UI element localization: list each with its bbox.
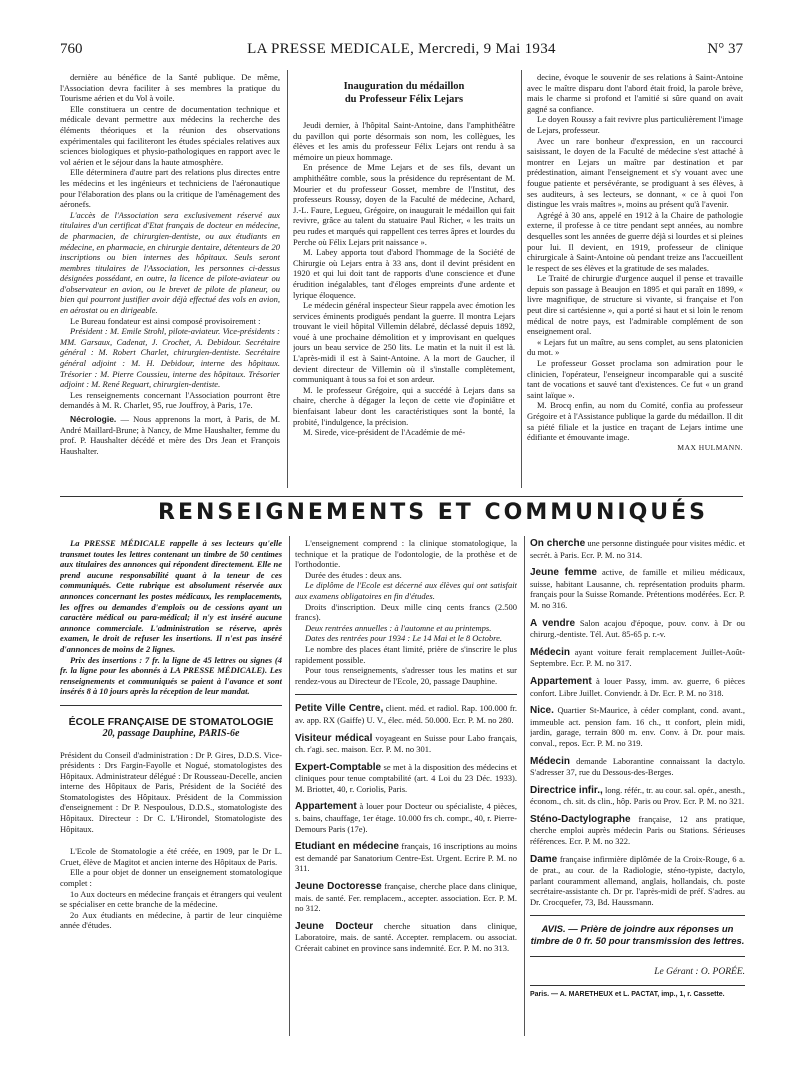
journal-title: LA PRESSE MEDICALE, Mercredi, 9 Mai 1934: [247, 41, 556, 57]
divider: [295, 694, 517, 695]
paragraph: L'Ecole de Stomatologie a été créée, en 1909, par le Dr L. Cruet, élève de Magitot et ancien interne des Hôpitaux de Paris.: [60, 846, 282, 867]
divider: [530, 915, 745, 916]
column-rule: [287, 70, 288, 488]
ad-heading: A vendre: [530, 617, 576, 629]
ad-text: demande Laborantine connaissant la dactylo. S'adresser 37, rue du Dessous-des-Berges.: [530, 755, 745, 778]
paragraph: Les renseignements concernant l'Association pourront être demandés à M. R. Charlet, 95, rue Jouffroy, à Paris, 17e.: [60, 389, 280, 411]
classified-ad: [530, 854, 745, 908]
paragraph: 2o Aux étudiants en médecine, à partir de leur cinquième année d'études.: [60, 909, 282, 931]
classified-ad: [530, 785, 745, 807]
section-rule: [60, 496, 743, 497]
column-rule: [524, 536, 525, 1036]
paragraph: M. Brocq enfin, au nom du Comité, confia au professeur Grégoire et à l'Assistance publique la garde du médaillon. Il dit sa piété filiale et la justice en traçant de Lejars intime une édifiante et émouvante image.: [527, 400, 743, 443]
paragraph: Durée des études : deux ans.: [305, 569, 402, 580]
bottom-column-2: [295, 538, 517, 1043]
paragraph: Le nombre des places étant limité, prière de s'inscrire le plus rapidement possible.: [295, 643, 517, 665]
classified-ad: [295, 921, 517, 954]
classified-ad: [530, 676, 745, 698]
section-title: RENSEIGNEMENTS ET COMMUNIQUÉS: [158, 500, 709, 525]
necrology: [60, 414, 280, 456]
ad-heading: Dame: [530, 853, 558, 865]
ad-text: français, 16 inscriptions au moins est demandé par Sanatorium Centre-Est. Urgent. Ecrire P. M. no 311.: [295, 841, 517, 874]
paragraph: Droits d'inscription. Deux mille cinq cents francs (2.500 francs).: [295, 601, 517, 623]
classified-ad: [530, 705, 745, 748]
column-rule: [521, 70, 522, 488]
page-header: [60, 41, 743, 61]
article-title-line-2: du Professeur Félix Lejars: [344, 94, 464, 105]
classified-ad: [295, 703, 517, 725]
divider: [60, 705, 282, 706]
paragraph: M. Labey apporta tout d'abord l'hommage de la Société de Chirurgie où Lejars entra à 33 ans, dont il devint président en 1920 et qui lui doit tant de rapports d'une conscience et d'une érudition inégalables, tant d'éloges empreints d'une ardente et lyrique éloquence.: [293, 247, 515, 300]
ad-text: à louer Passy, imm. av. guerre, 6 pièces confort. Libre Juillet. Conviendr. à Dr. Ecr. P. M. no 318.: [530, 675, 745, 698]
classified-ad: [295, 762, 517, 795]
ad-text: une personne distinguée pour visites médic. et secrét. à Paris. Ecr. P. M. no 314.: [530, 538, 745, 560]
notice-prices: Prix des insertions : 7 fr. la ligne de 45 lettres ou signes (4 fr. la ligne pour les abonnés à LA PRESSE MÉDICALE). Les renseignements et communiqués se paient à l'avance et sont insérés 8 à 10 jours après la réception de leur mandat.: [60, 654, 282, 697]
classified-ad: [295, 881, 517, 914]
necrology-label: Nécrologie.: [70, 414, 117, 424]
paragraph: Agrégé à 30 ans, appelé en 1912 à la Chaire de pathologie externe, il professe à ce titre pendant sept années, au nombre desquelles sont les années de guerre déjà si lourdes et si pleines pour lui. Il devient, en 1919, professeur de clinique chirurgicale à Saint-Antoine où pendant treize ans l'accueillent le respect de ses élèves et la gratitude de ses malades.: [527, 209, 743, 273]
top-column-1: [60, 72, 280, 497]
classified-ad: [530, 814, 745, 847]
ad-text: voyageant en Suisse pour Labo français, ch. r'agi. sec. maison. Ecr. P. M. no 301.: [295, 732, 517, 755]
printer-imprint: Paris. — A. MARETHEUX et L. PACTAT, imp., 1, r. Cassette.: [530, 991, 725, 999]
author-signature: MAX HULMANN.: [677, 442, 743, 452]
ad-heading: Jeune Doctoresse: [295, 881, 382, 893]
paragraph: Le médecin général inspecteur Sieur rappela avec émotion les services éminents prodigués pendant la guerre. Il montra Lejars trouvant le vieil hôpital Villemin délabré, déclassé depuis 1892, voué à une prochaine démolition et y improvisant en quelques jours un beau service de 250 lits. Le matin et la nuit il est là. L'après-midi il est à Saint-Antoine. A la mort de Gaucher, il devient directeur de Villemin où il s'installe complètement, communiquant à tous sa foi et son ardeur.: [293, 300, 515, 385]
top-column-2: [293, 72, 515, 497]
ad-text: active, de famille et milieu médicaux, suisse, habitant Lausanne, ch. représentation produits pharm. français pour la Suisse Romande. Prétentions modérées. Ecr. P. M. no 316.: [530, 567, 745, 610]
paragraph: L'accès de l'Association sera exclusivement réservé aux titulaires d'un certificat d'Etat français de docteur en médecine, de pharmacien, de chirurgien-dentiste, ou aux étudiants en médecine, en pharmacie, en chirurgie dentaire, détenteurs de 20 inscriptions ou bien internes des hôpitaux. Seuls seront membres titulaires de l'Association, les personnes ci-dessus désignées possédant, en outre, la licence de pilote-aviateur ou d'observateur en avion, ou le brevet de pilote de planeur, ou bien qui pourront justifier avoir déjà effectué des vols en avion, en aérostat ou en dirigeable.: [60, 209, 280, 316]
paragraph: Elle déterminera d'autre part des relations plus directes entre les médecins et les ingénieurs et techniciens de l'aéronautique pour l'élaboration des plans ou la critique de l'aménagement des aéronefs.: [60, 167, 280, 210]
paragraph: « Lejars fut un maître, au sens complet, au sens platonicien du mot. »: [527, 336, 743, 358]
ad-heading: Médecin: [530, 646, 571, 658]
ad-text: client. méd. et radiol. Rap. 100.000 fr. av. app. RX (Gaiffe) U. V., élec. méd. 50.000. Ecr. P. M. no 280.: [295, 703, 517, 725]
paragraph: Président : M. Emile Strohl, pilote-aviateur. Vice-présidents : MM. Garsaux, Cadenat, J. Crochet, A. Debidour. Secrétaire général : M. Robert Charlet, chirurgien-dentiste. Secrétaire général adjoint : M. H. Debidour, interne des hôpitaux. Trésorier : M. Pierre Coussieu, interne des hôpitaux. Trésorier adjoint : M. René Reguart, chirurgien-dentiste.: [60, 326, 280, 390]
issue-number: N° 37: [707, 41, 743, 57]
ad-heading: Jeune Docteur: [295, 920, 374, 932]
ad-heading: Nice.: [530, 705, 554, 717]
paragraph: Le diplôme de l'Ecole est décerné aux élèves qui ont satisfait aux examens obligatoires en fin d'études.: [295, 580, 517, 601]
school-address: 20, passage Dauphine, PARIS-6e: [102, 727, 240, 739]
notice-text: La PRESSE MÉDICALE rappelle à ses lecteurs qu'elle transmet toutes les lettres contenant un timbre de 50 centimes aux titulaires des annonces qui répondent directement. Elle ne prend aucune responsabilité quant à la teneur de ces communiqués. Cette rubrique est absolument réservée aux annonces concernant les postes médicaux, les remplacements, les offres ou demandes d'emplois ou de cessions ayant un caractère médical ou para-médical; il n'y est inséré aucune annonce commerciale. L'administration se réserve, après examen, le droit de refuser les insertions. Il n'est pas inséré d'annonces de moins de 2 lignes.: [60, 538, 282, 654]
ad-heading: Sténo-Dactylographe: [530, 813, 631, 825]
paragraph: Le Traité de chirurgie d'urgence auquel il pense et travaille depuis son passage à Beaujon en 1895 et qui paraît en 1899, « livre magnifique, de structure si vivante, si française et l'on peut dire si cartésienne », qui a porté si haut et si loin le renom médical de notre pays, est l'admirable complément de son enseignement oral.: [527, 273, 743, 337]
paragraph: L'enseignement comprend : la clinique stomatologique, la technique et la pratique de l'odontologie, de la prothèse et de l'orthodontie.: [295, 538, 517, 570]
paragraph: Pour tous renseignements, s'adresser tous les matins et sur rendez-vous au Directeur de l'Ecole, 20, passage Dauphine.: [295, 665, 517, 686]
ad-heading: Visiteur médical: [295, 732, 373, 744]
column-rule: [289, 536, 290, 1036]
classified-ad: [530, 567, 745, 610]
divider: [530, 956, 745, 957]
bottom-column-1: [60, 538, 282, 1043]
ad-heading: Expert-Comptable: [295, 761, 382, 773]
article-title: [293, 80, 515, 106]
ad-text: se met à la disposition des médecins et cliniques pour tenue comptabilité (art. 4 Loi du 23 Déc. 1933). M. Briottet, 40, r. Coriolis, Paris.: [295, 761, 517, 794]
gerant-signature: Le Gérant : O. PORÉE.: [654, 966, 745, 977]
ad-heading: Petite Ville Centre,: [295, 703, 384, 715]
paragraph: En présence de Mme Lejars et de ses fils, devant un amphithéâtre comble, sous la présidence du représentant de M. Mourier et du professeur Gosset, membre de l'Institut, des professeurs Roussy, doyen de la Faculté de médecine, Achard, J.-L. Faure, Legueu, Grégoire, on inaugurait le médaillon qui fait revivre, grâce au talent du statuaire Paul Richer, « les traits un peu rudes et marqués qui rappellent ces terres âpres et lourdes du Perche où Félix Lejars prit naissance ».: [293, 162, 515, 247]
ad-text: française, 12 ans pratique, cherche emploi auprès médecin Paris ou Stations. Sérieuses références. Ecr. P. M. no 322.: [530, 813, 745, 847]
ad-heading: Jeune femme: [530, 567, 597, 579]
divider: [530, 985, 745, 986]
paragraph: Deux rentrées annuelles : à l'automne et au printemps.: [305, 622, 492, 633]
classified-ad: [295, 801, 517, 834]
top-column-3: [527, 72, 743, 497]
paragraph: Elle a pour objet de donner un enseignement stomatologique complet :: [60, 867, 282, 889]
paragraph: Dates des rentrées pour 1934 : Le 14 Mai et le 8 Octobre.: [305, 633, 502, 644]
paragraph: 1o Aux docteurs en médecine français et étrangers qui veulent se spécialiser en cette branche de la médecine.: [60, 888, 282, 910]
paragraph: Le professeur Gosset proclama son admiration pour le clinicien, l'opérateur, l'enseigneur incomparable qui a suscité tant de vocations et sauvé tant d'existences. Ce fut « un grand saint laïque ».: [527, 358, 743, 400]
necrology-text: — Nous apprenons la mort, à Paris, de M. André Maillard-Brune; à Nancy, de Mme Haushalter, femme du prof. P. Haushalter décédé et mère des Drs Jean et François Haushalter.: [60, 414, 280, 456]
ad-text: française, cherche place dans clinique, mais. de santé. Fer. remplacem., accepter. association. Ecr. P. M. no 312.: [295, 881, 517, 914]
paragraph: Jeudi dernier, à l'hôpital Saint-Antoine, dans l'amphithéâtre du pavillon qui porte désormais son nom, les collègues, les élèves et les amis du professeur Félix Lejars ont rendu à sa mémoire un pieux hommage.: [293, 120, 515, 162]
ad-heading: Médecin: [530, 755, 571, 767]
ad-text: Quartier St-Maurice, à céder complant, cond. avant., immeuble act. pension fam. 16 ch., tt confort, plein midi, jardin, garage, terrain 800 m. env. Conv. à Dr. pour mais. conval., repos. Ecr. P. M. no 319.: [530, 705, 745, 748]
ad-text: cherche situation dans clinique, Laboratoire, mais. de santé. Accepter. remplacem. ou associat. Créerait cabinet en province sans indemnité. Ecr. P. M. no 313.: [295, 920, 517, 953]
ad-text: ayant voiture ferait remplacement Juillet-Août-Septembre. Ecr. P. M. no 317.: [530, 646, 745, 669]
classified-ad: [530, 618, 745, 640]
page-number: 760: [60, 41, 83, 57]
ad-heading: Directrice infir.,: [530, 784, 603, 796]
paragraph: Avec un rare bonheur d'expression, en un raccourci saisissant, le doyen de la Faculté de médecine s'est attaché à montrer en Lejars un maître par destination et par prédestination, aimant l'enseignement et s'y vouant avec une fougue patiente et persévérante, se prodiguant à ses élèves, à ses auditeurs, à ses lecteurs, se donnant, « ce à quoi l'on distingue les vrais maîtres », moins au présent qu'à l'avenir.: [527, 135, 743, 210]
classified-ad: [530, 538, 745, 560]
school-staff: Président du Conseil d'administration : Dr P. Gires, D.D.S. Vice-présidents : Drs Fargin-Fayolle et Nogué, stomatologistes des Hôpitaux. Administrateur délégué : Dr Rousseau-Decelle, ancien interne des Hôpitaux de Paris, Président de la Société des Stomatologistes des Hôpitaux. Président de la Commission d'enseignement : Dr P. Nespoulous, D.D.S., stomatologiste des Hôpitaux. Directeur : Dr C. L'Hirondel, Stomatologiste des Hôpitaux.: [60, 749, 282, 834]
ad-heading: On cherche: [530, 538, 586, 549]
ad-heading: Etudiant en médecine: [295, 841, 399, 853]
paragraph: Le Bureau fondateur est ainsi composé provisoirement :: [70, 315, 261, 326]
bottom-column-3: [530, 538, 745, 1043]
classified-ad: [530, 647, 745, 669]
paragraph: decine, évoque le souvenir de ses relations à Saint-Antoine avec le maître disparu dont l'abord était froid, la parole brève, mais le charme si profond et l'amitié si sûre quand on avait gagné sa confiance.: [527, 72, 743, 114]
avis-notice: AVIS. — Prière de joindre aux réponses un timbre de 0 fr. 50 pour transmission des lettres.: [530, 923, 745, 947]
paragraph: Elle constituera un centre de documentation technique et médicale devant permettre aux médecins la recherche des éléments théoriques et la réunion des observations expérimentales qui faciliteront les études spéciales relatives aux sciences biologiques et physio-pathologiques en rapport avec le vol aérien et le séjour dans la haute atmosphère.: [60, 103, 280, 167]
paragraph: Le doyen Roussy a fait revivre plus particulièrement l'image de Lejars, professeur.: [527, 114, 743, 135]
ad-text: française infirmière diplômée de la Croix-Rouge, 6 a. de prat., au cour. de la Radiologie, sténo-typiste, dactylo, parlant couramment allemand, anglais, hollandais, ch. poste secrétaire-assistante ch. Dr pr. l'après-midi de préf. S'adres. au Dr. Crocquefer, 73, Bd. Haussmann.: [530, 853, 745, 908]
paragraph: M. Sirede, vice-président de l'Académie de mé-: [303, 427, 466, 438]
classified-ad: [295, 733, 517, 755]
classified-ad: [295, 841, 517, 874]
school-title: ÉCOLE FRANÇAISE DE STOMATOLOGIE: [68, 715, 274, 728]
classified-ad: [530, 756, 745, 778]
article-title-line-1: Inauguration du médaillon: [343, 81, 465, 92]
ad-heading: Appartement: [530, 675, 592, 687]
ad-text: long. référ., tr. au cour. sal. opér., anesth., économ., ch. sit. ds clin., hôp. Paris ou Prov. Ecr. P. M. no 321.: [530, 784, 745, 807]
paragraph: dernière au bénéfice de la Santé publique. De même, l'Association devra faciliter à ses membres la pratique du Tourisme aérien et du Vol à voile.: [60, 72, 280, 104]
ad-heading: Appartement: [295, 801, 357, 813]
paragraph: M. le professeur Grégoire, qui a succédé à Lejars dans sa chaire, cherche à dégager la leçon de cette vie d'opiniâtre et bienfaisant labeur dont les caractéristiques sont la bonté, la probité, l'indulgence, la précision.: [293, 384, 515, 427]
ad-text: Salon acajou d'époque, pouv. conv. à Dr ou chirurg.-dentiste. Tél. Aut. 85-65 p. r.-v.: [530, 617, 745, 640]
ad-text: à louer pour Docteur ou spécialiste, 4 pièces, s. bains, chauffage, 1er étage. 10.000 frs ch. compr., 40, r. Pierre-Demours Paris (17e).: [295, 801, 517, 834]
